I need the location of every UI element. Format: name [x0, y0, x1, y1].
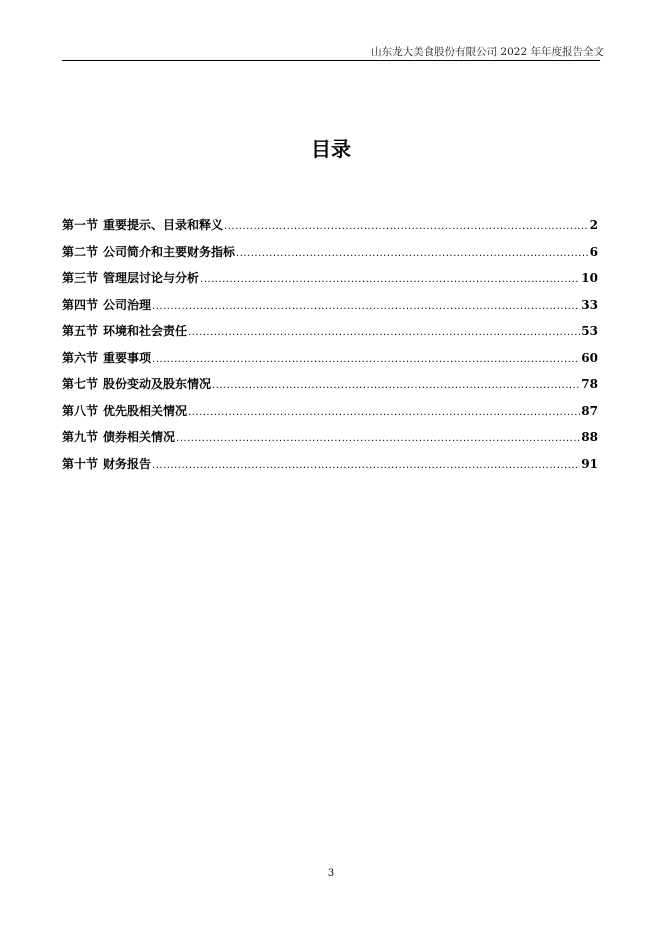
toc-section-title: 财务报告	[103, 456, 152, 471]
toc-page-number: 87	[581, 403, 598, 418]
toc-page-number: 60	[581, 350, 598, 365]
toc-leader-dots	[176, 433, 580, 444]
toc-page-number: 2	[589, 218, 598, 232]
toc-section-title: 重要提示、目录和释义	[103, 218, 224, 232]
toc-leader-dots	[212, 380, 580, 391]
toc-section-title: 公司简介和主要财务指标	[103, 244, 236, 259]
toc-section-title: 重要事项	[103, 350, 152, 365]
toc-leader-dots	[152, 354, 580, 365]
toc-entry[interactable]	[62, 455, 598, 482]
toc-section-number: 第三节	[62, 271, 99, 285]
header-rule	[62, 60, 600, 61]
toc-entry[interactable]	[62, 322, 598, 349]
toc-page-number: 78	[581, 377, 598, 391]
toc-section-number: 第七节	[62, 377, 99, 391]
toc-page-number: 91	[581, 456, 598, 471]
toc-section-number: 第六节	[62, 350, 99, 365]
toc-section-number: 第一节	[62, 218, 99, 232]
toc-entry[interactable]	[62, 428, 598, 455]
toc-section-number: 第九节	[62, 430, 99, 444]
page-number: 3	[327, 868, 335, 879]
toc-entry[interactable]	[62, 375, 598, 402]
toc-leader-dots	[188, 407, 580, 418]
toc-leader-dots	[236, 248, 589, 259]
toc-page-number: 53	[581, 324, 598, 338]
toc-section-number: 第八节	[62, 403, 99, 418]
toc-entry[interactable]	[62, 269, 598, 296]
toc-section-title: 管理层讨论与分析	[103, 271, 200, 285]
toc-entry[interactable]	[62, 402, 598, 429]
toc-section-number: 第五节	[62, 324, 99, 338]
toc-section-title: 债券相关情况	[103, 430, 176, 444]
table-of-contents	[62, 216, 598, 481]
toc-section-number: 第四节	[62, 297, 99, 312]
toc-leader-dots	[152, 301, 580, 312]
toc-entry[interactable]	[62, 216, 598, 243]
toc-page-number: 6	[589, 244, 598, 259]
toc-section-title: 公司治理	[103, 297, 152, 312]
toc-title: 目录	[311, 137, 351, 161]
running-header: 山东龙大美食股份有限公司 2022 年年度报告全文	[371, 46, 604, 58]
toc-section-title: 优先股相关情况	[103, 403, 188, 418]
toc-section-title: 股份变动及股东情况	[103, 377, 212, 391]
toc-section-number: 第十节	[62, 456, 99, 471]
toc-leader-dots	[200, 274, 580, 285]
toc-leader-dots	[224, 221, 589, 232]
toc-page-number: 10	[581, 271, 598, 285]
toc-section-title: 环境和社会责任	[103, 324, 188, 338]
toc-section-number: 第二节	[62, 244, 99, 259]
toc-leader-dots	[152, 460, 580, 471]
toc-page-number: 88	[581, 430, 598, 444]
toc-entry[interactable]	[62, 296, 598, 323]
toc-page-number: 33	[581, 297, 598, 312]
toc-entry[interactable]	[62, 243, 598, 270]
toc-entry[interactable]	[62, 349, 598, 376]
toc-leader-dots	[188, 327, 580, 338]
